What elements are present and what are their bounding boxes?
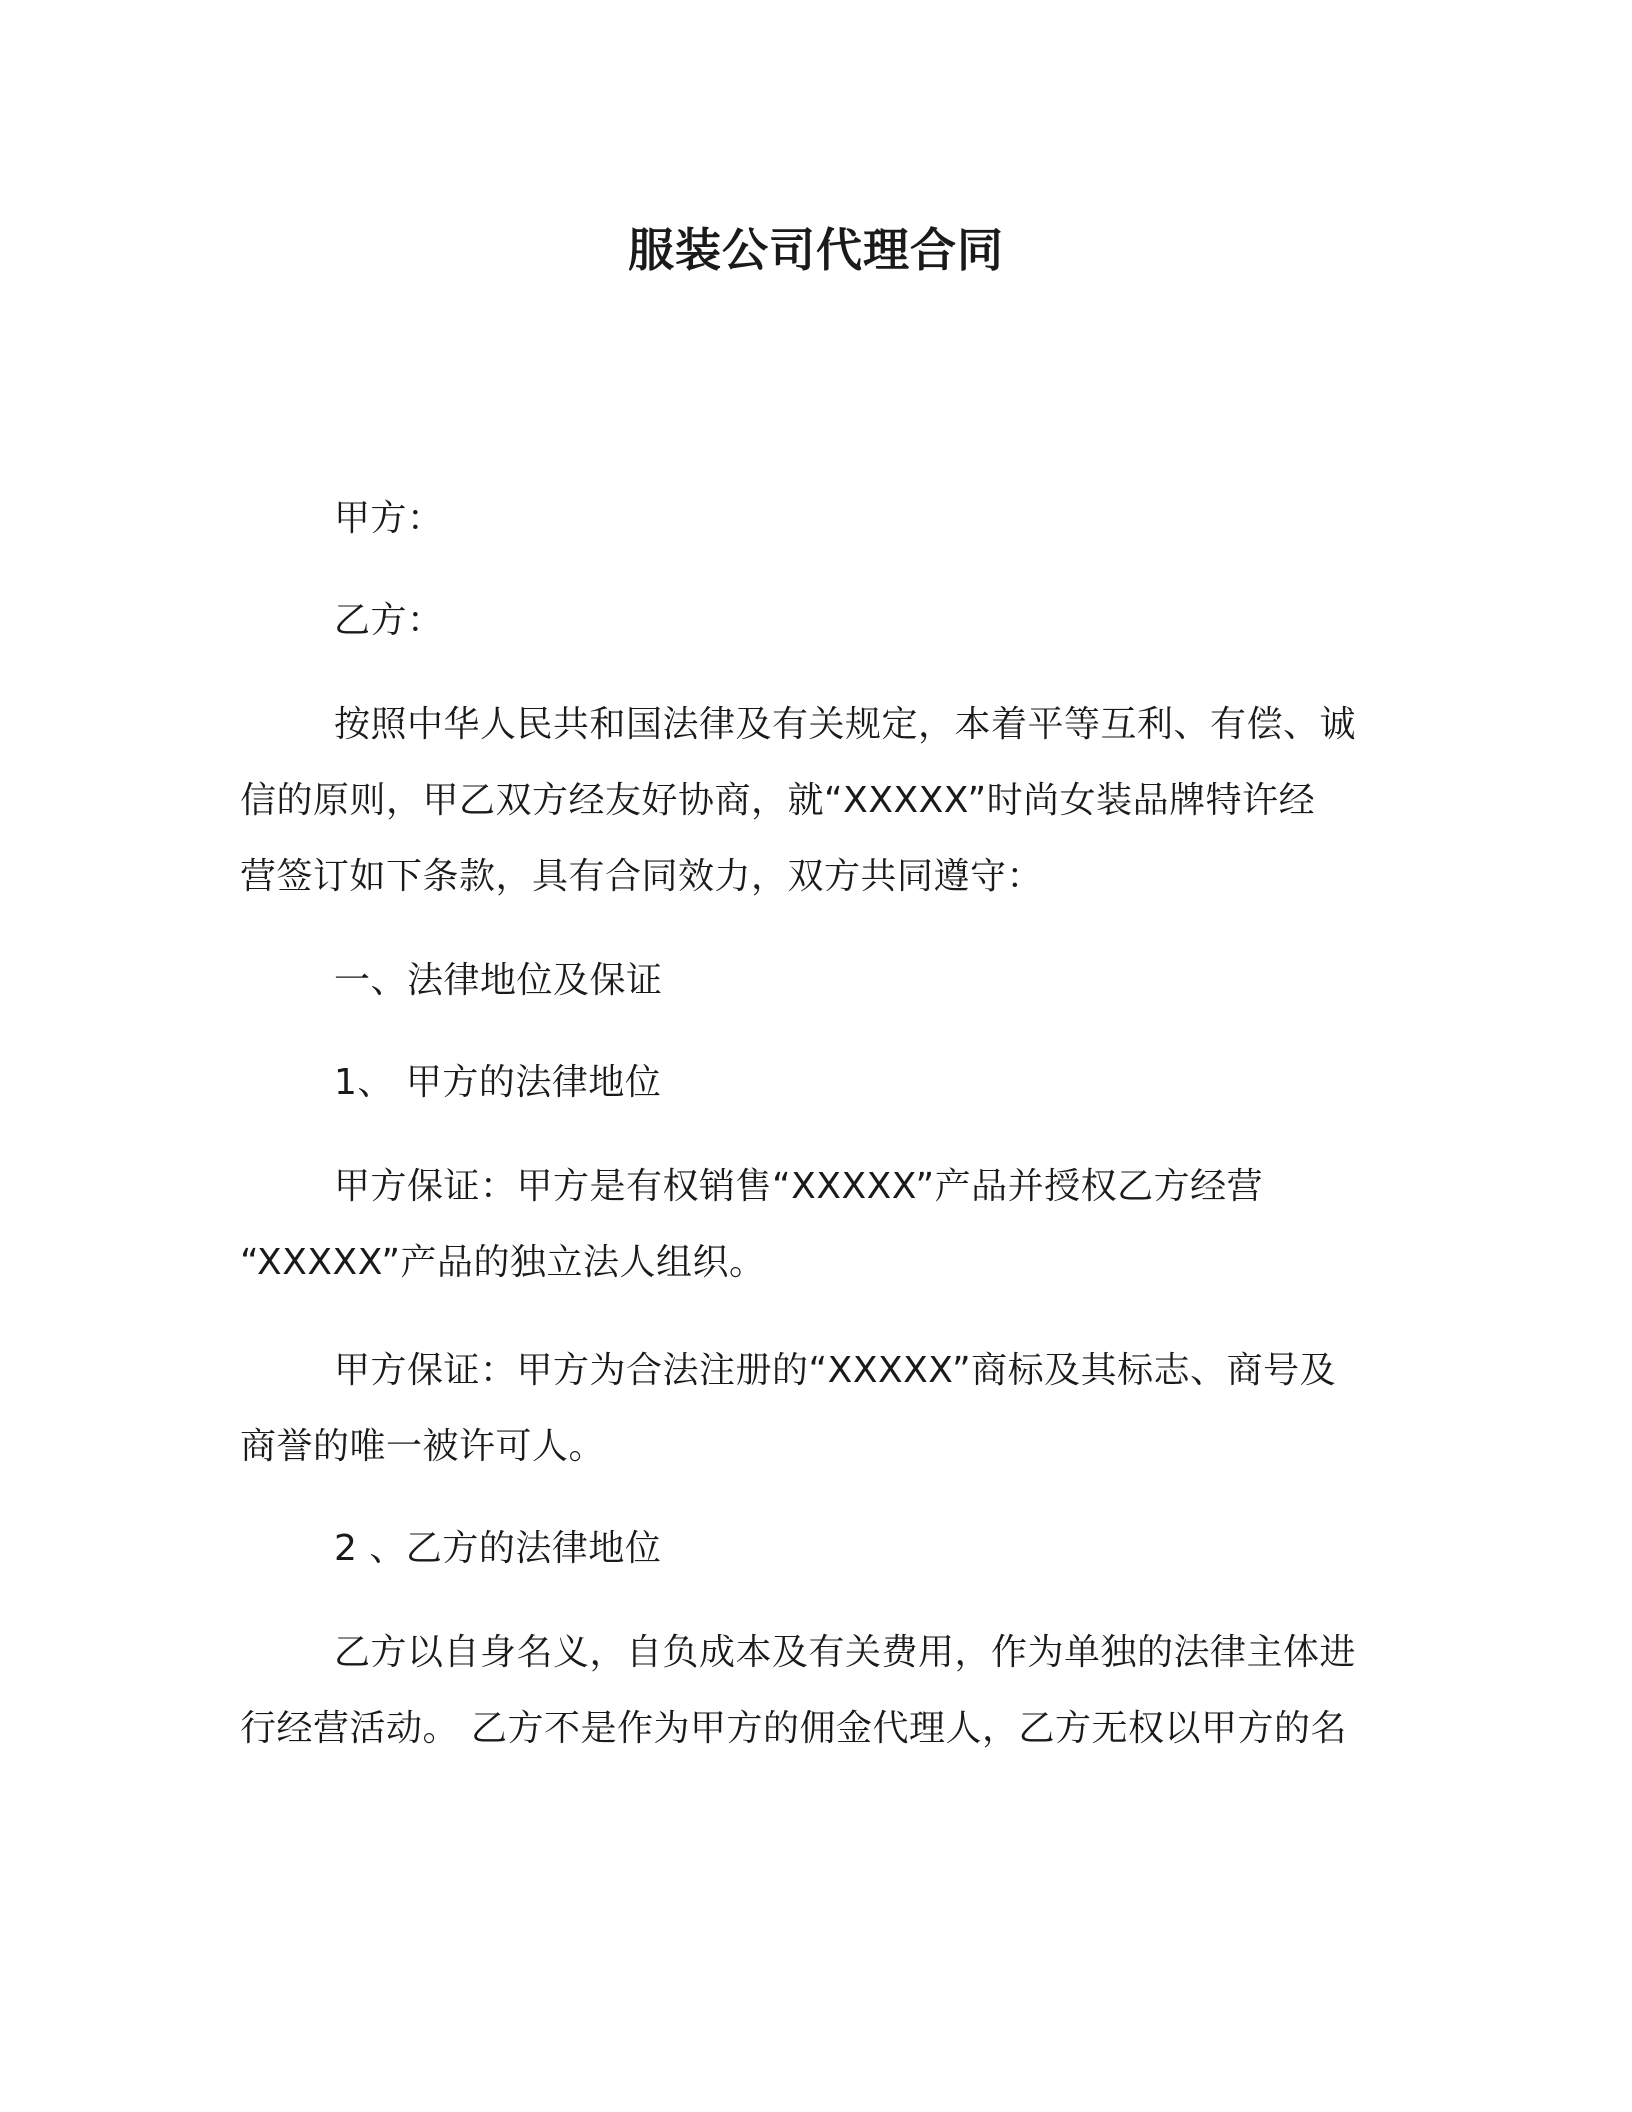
party-b-status-line-1: 乙方以自身名义，自负成本及有关费用，作为单独的法律主体进 <box>334 1632 1357 1673</box>
guarantee-1-line-2: “XXXXX”产品的独立法人组织。 <box>240 1242 766 1283</box>
document-title: 服装公司代理合同 <box>628 223 1004 277</box>
party-b-label: 乙方： <box>334 600 444 641</box>
section-1-heading: 一、法律地位及保证 <box>334 960 663 1001</box>
guarantee-2-line-1: 甲方保证：甲方为合法注册的“XXXXX”商标及其标志、商号及 <box>334 1350 1337 1391</box>
guarantee-1-line-1: 甲方保证：甲方是有权销售“XXXXX”产品并授权乙方经营 <box>334 1166 1264 1207</box>
party-a-label: 甲方： <box>334 498 444 539</box>
subsection-1-heading: 1、 甲方的法律地位 <box>334 1062 662 1103</box>
preamble-line-3: 营签订如下条款，具有合同效力，双方共同遵守： <box>240 856 1044 897</box>
party-b-status-line-2: 行经营活动。 乙方不是作为甲方的佣金代理人，乙方无权以甲方的名 <box>240 1708 1347 1749</box>
guarantee-2-line-2: 商誉的唯一被许可人。 <box>240 1426 606 1467</box>
preamble-line-1: 按照中华人民共和国法律及有关规定，本着平等互利、有偿、诚 <box>334 704 1357 745</box>
preamble-line-2: 信的原则，甲乙双方经友好协商，就“XXXXX”时尚女装品牌特许经 <box>240 780 1316 821</box>
subsection-2-heading: 2 、乙方的法律地位 <box>334 1528 662 1569</box>
